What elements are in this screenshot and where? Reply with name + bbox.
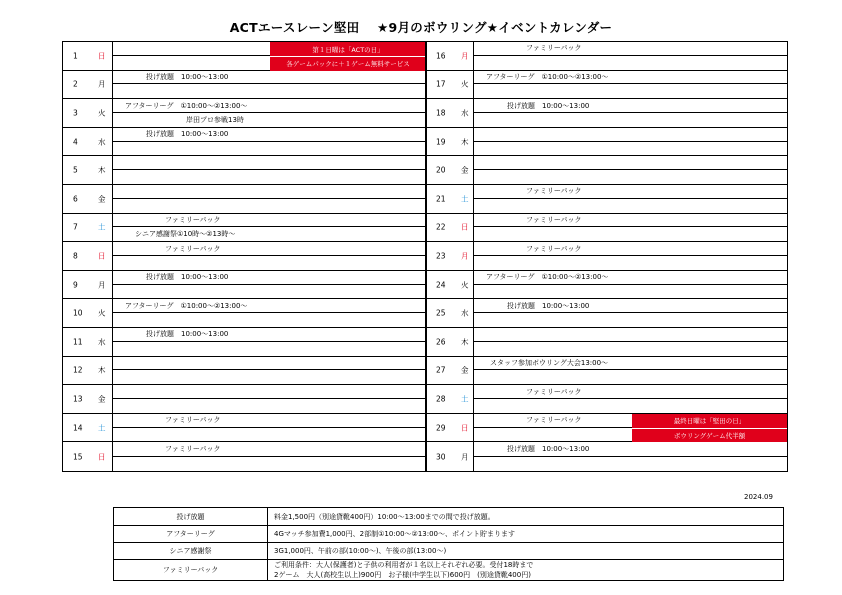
event-line-bottom <box>113 170 426 184</box>
weekday-label: 金 <box>461 165 469 175</box>
event-text: 投げ放題 10:00～13:00 <box>507 101 590 110</box>
day-label <box>63 99 113 127</box>
event-line-top <box>113 357 426 371</box>
calendar-day-row <box>426 214 787 243</box>
day-label <box>63 328 113 356</box>
event-line-bottom <box>474 313 787 327</box>
legend-description <box>274 543 783 559</box>
legend-description <box>274 508 783 525</box>
event-cell <box>113 328 426 356</box>
weekday-label: 土 <box>98 423 106 433</box>
event-line-bottom <box>113 256 426 270</box>
event-cell <box>474 385 787 413</box>
event-cell <box>113 271 426 299</box>
weekday-label: 日 <box>98 452 106 462</box>
day-number: 9 <box>73 280 78 290</box>
day-label <box>426 385 474 413</box>
event-cell <box>474 128 787 156</box>
day-number: 4 <box>73 137 78 147</box>
event-line-top <box>474 156 787 170</box>
event-cell <box>474 271 787 299</box>
day-label <box>63 242 113 270</box>
day-number: 19 <box>436 137 446 147</box>
day-number: 29 <box>436 423 446 433</box>
event-text: 投げ放題 10:00～13:00 <box>507 445 590 454</box>
calendar-left-column <box>62 41 427 472</box>
event-cell <box>113 42 426 70</box>
day-label <box>426 185 474 213</box>
event-text: アフターリーグ ①10:00～②13:00～ <box>125 101 248 110</box>
event-cell <box>474 185 787 213</box>
day-number: 25 <box>436 308 446 318</box>
calendar-day-row <box>426 357 787 386</box>
day-label <box>426 42 474 70</box>
day-number: 18 <box>436 108 446 118</box>
event-line-bottom <box>474 256 787 270</box>
event-line-bottom <box>113 370 426 384</box>
event-line-top <box>474 442 787 456</box>
calendar-day-row <box>63 99 426 128</box>
day-label <box>426 414 474 442</box>
day-label <box>63 271 113 299</box>
day-label <box>63 42 113 70</box>
legend-description-line: 3G1,000円、午前の部(10:00～)、午後の部(13:00～) <box>274 547 447 555</box>
legend-name: 投げ放題 <box>114 508 268 525</box>
calendar-day-row <box>63 128 426 157</box>
event-line-bottom <box>113 285 426 299</box>
event-cell <box>474 357 787 385</box>
day-number: 26 <box>436 337 446 347</box>
event-cell <box>113 71 426 99</box>
weekday-label: 月 <box>461 251 469 261</box>
event-line-bottom <box>474 370 787 384</box>
special-notice: 最終日曜は「堅田の日」 <box>632 414 787 428</box>
day-number: 15 <box>73 452 83 462</box>
event-text: ファミリーパック <box>526 44 582 53</box>
event-text: 投げ放題 10:00～13:00 <box>146 273 229 282</box>
legend-row <box>114 560 783 580</box>
event-line-top <box>113 185 426 199</box>
day-number: 14 <box>73 423 83 433</box>
event-line-top <box>113 299 426 313</box>
day-label <box>63 442 113 471</box>
event-text: 投げ放題 10:00～13:00 <box>146 130 229 139</box>
event-line-top <box>113 385 426 399</box>
day-label <box>426 156 474 184</box>
weekday-label: 日 <box>461 222 469 232</box>
weekday-label: 日 <box>98 251 106 261</box>
day-label <box>63 156 113 184</box>
legend-description-line: 料金1,500円（別途貸靴400円）10:00～13:00までの間で投げ放題。 <box>274 512 495 521</box>
calendar-day-row <box>63 42 426 71</box>
event-cell <box>474 414 787 442</box>
event-text: ファミリーパック <box>526 244 582 253</box>
calendar-day-row <box>63 271 426 300</box>
weekday-label: 月 <box>461 51 469 61</box>
calendar-day-row <box>426 42 787 71</box>
event-cell <box>113 299 426 327</box>
calendar-day-row <box>426 328 787 357</box>
event-line-bottom <box>474 56 787 70</box>
legend-row <box>114 508 783 526</box>
event-cell <box>474 71 787 99</box>
event-line-bottom <box>474 227 787 241</box>
day-number: 22 <box>436 222 446 232</box>
calendar-day-row <box>63 185 426 214</box>
legend-row <box>114 543 783 560</box>
event-line-bottom <box>474 399 787 413</box>
day-label <box>426 214 474 242</box>
weekday-label: 水 <box>98 137 106 147</box>
legend-name: アフターリーグ <box>114 526 268 542</box>
event-cell <box>474 214 787 242</box>
day-label <box>426 442 474 471</box>
event-cell <box>474 442 787 471</box>
calendar-day-row <box>426 99 787 128</box>
weekday-label: 金 <box>98 194 106 204</box>
day-label <box>426 242 474 270</box>
day-number: 12 <box>73 365 83 375</box>
event-text: アフターリーグ ①10:00～②13:00～ <box>125 301 248 310</box>
calendar-day-row <box>63 214 426 243</box>
event-cell <box>113 99 426 127</box>
event-text: 投げ放題 10:00～13:00 <box>146 72 229 81</box>
day-number: 13 <box>73 394 83 404</box>
event-line-bottom <box>113 313 426 327</box>
day-number: 1 <box>73 51 78 61</box>
weekday-label: 月 <box>461 452 469 462</box>
event-cell <box>113 214 426 242</box>
day-label <box>63 414 113 442</box>
event-text: スタッフ参加ボウリング大会13:00～ <box>490 358 609 367</box>
day-number: 10 <box>73 308 83 318</box>
calendar-day-row <box>426 299 787 328</box>
calendar-day-row <box>426 128 787 157</box>
event-line-top <box>474 271 787 285</box>
event-text: シニア感謝祭①10時～②13時～ <box>135 230 236 239</box>
event-line-top <box>474 357 787 371</box>
event-line-top <box>113 99 426 113</box>
event-line-top <box>474 328 787 342</box>
event-line-bottom <box>474 285 787 299</box>
event-line-bottom <box>113 428 426 442</box>
event-text: 投げ放題 10:00～13:00 <box>507 301 590 310</box>
event-cell <box>474 328 787 356</box>
weekday-label: 火 <box>98 108 106 118</box>
day-number: 24 <box>436 280 446 290</box>
day-label <box>426 99 474 127</box>
day-number: 17 <box>436 79 446 89</box>
event-line-bottom <box>474 199 787 213</box>
event-line-bottom <box>474 142 787 156</box>
day-number: 8 <box>73 251 78 261</box>
legend-description-line: 4Gマッチ参加費1,000円、2部制①10:00～②13:00～、ポイント貯まります <box>274 530 515 538</box>
calendar-day-row <box>63 442 426 471</box>
legend-description <box>274 560 783 580</box>
event-line-bottom <box>474 113 787 127</box>
day-label <box>426 71 474 99</box>
event-cell <box>113 414 426 442</box>
calendar-day-row <box>63 242 426 271</box>
special-notice: 各ゲームパックに＋１ゲーム無料サービス <box>270 56 426 70</box>
calendar-day-row <box>63 385 426 414</box>
day-label <box>426 357 474 385</box>
event-line-bottom <box>113 342 426 356</box>
event-cell <box>113 242 426 270</box>
day-number: 30 <box>436 452 446 462</box>
legend-name: シニア感謝祭 <box>114 543 268 559</box>
event-text: ファミリーパック <box>165 215 221 224</box>
weekday-label: 木 <box>461 337 469 347</box>
event-line-top <box>474 385 787 399</box>
event-line-bottom <box>113 227 426 241</box>
event-line-top <box>474 71 787 85</box>
event-line-bottom <box>113 457 426 471</box>
event-line-top <box>474 99 787 113</box>
event-line-top <box>113 214 426 228</box>
day-number: 2 <box>73 79 78 89</box>
event-line-top <box>113 442 426 456</box>
day-label <box>63 357 113 385</box>
event-line-bottom <box>113 142 426 156</box>
day-number: 16 <box>436 51 446 61</box>
event-line-top <box>113 71 426 85</box>
event-line-top <box>474 299 787 313</box>
day-number: 21 <box>436 194 446 204</box>
weekday-label: 土 <box>461 394 469 404</box>
calendar-day-row <box>426 156 787 185</box>
calendar-day-row <box>426 185 787 214</box>
event-line-bottom <box>113 113 426 127</box>
event-cell <box>474 42 787 70</box>
day-label <box>63 128 113 156</box>
event-line-bottom <box>474 170 787 184</box>
event-cell <box>113 185 426 213</box>
event-line-top <box>113 271 426 285</box>
day-number: 23 <box>436 251 446 261</box>
day-label <box>426 328 474 356</box>
special-notice: 第１日曜は「ACTの日」 <box>270 42 426 56</box>
event-text: アフターリーグ ①10:00～②13:00～ <box>486 72 609 81</box>
weekday-label: 水 <box>461 308 469 318</box>
event-line-top <box>113 328 426 342</box>
weekday-label: 木 <box>461 137 469 147</box>
legend-name: ファミリーパック <box>114 560 268 580</box>
weekday-label: 木 <box>98 165 106 175</box>
day-label <box>63 299 113 327</box>
legend-description-line: 2ゲーム 大人(高校生以上)900円 お子様(中学生以下)600円 (別途貸靴400円) <box>274 571 531 579</box>
event-cell <box>113 442 426 471</box>
day-label <box>426 128 474 156</box>
event-text: ファミリーパック <box>165 244 221 253</box>
page-title: ACTエースレーン堅田 ★9月のボウリング★イベントカレンダー <box>229 20 613 35</box>
special-notice: ボウリングゲーム代半額 <box>632 428 787 442</box>
event-cell <box>474 242 787 270</box>
event-line-top <box>474 242 787 256</box>
event-line-bottom <box>113 399 426 413</box>
event-text: ファミリーパック <box>526 416 582 425</box>
event-text: 投げ放題 10:00～13:00 <box>146 330 229 339</box>
event-line-top <box>474 128 787 142</box>
day-label <box>63 385 113 413</box>
event-text: 岸田プロ参戦13時 <box>186 115 244 124</box>
day-number: 20 <box>436 165 446 175</box>
event-line-bottom <box>113 199 426 213</box>
day-number: 6 <box>73 194 78 204</box>
calendar-day-row <box>63 156 426 185</box>
calendar-day-row <box>426 385 787 414</box>
event-cell <box>474 99 787 127</box>
event-line-top <box>113 242 426 256</box>
weekday-label: 月 <box>98 79 106 89</box>
calendar-day-row <box>63 357 426 386</box>
day-label <box>63 185 113 213</box>
event-cell <box>474 156 787 184</box>
event-line-top <box>474 42 787 56</box>
event-cell <box>113 385 426 413</box>
legend-table <box>113 507 784 581</box>
event-text: アフターリーグ ①10:00～②13:00～ <box>486 273 609 282</box>
event-cell <box>474 299 787 327</box>
weekday-label: 水 <box>98 337 106 347</box>
calendar-day-row <box>426 71 787 100</box>
weekday-label: 日 <box>98 51 106 61</box>
event-line-bottom <box>474 84 787 98</box>
weekday-label: 金 <box>461 365 469 375</box>
calendar-day-row <box>63 414 426 443</box>
event-line-top <box>474 214 787 228</box>
calendar-day-row <box>426 242 787 271</box>
event-line-bottom <box>474 342 787 356</box>
event-text: ファミリーパック <box>526 215 582 224</box>
weekday-label: 木 <box>98 365 106 375</box>
day-number: 11 <box>73 337 83 347</box>
calendar-day-row <box>426 414 787 443</box>
calendar-day-row <box>63 299 426 328</box>
day-number: 28 <box>436 394 446 404</box>
day-label <box>63 214 113 242</box>
legend-description <box>274 526 783 542</box>
calendar-day-row <box>426 271 787 300</box>
weekday-label: 月 <box>98 280 106 290</box>
calendar-day-row <box>63 328 426 357</box>
weekday-label: 水 <box>461 108 469 118</box>
day-label <box>63 71 113 99</box>
calendar-day-row <box>63 71 426 100</box>
event-line-top <box>474 185 787 199</box>
weekday-label: 火 <box>461 280 469 290</box>
event-cell <box>113 357 426 385</box>
weekday-label: 火 <box>98 308 106 318</box>
event-line-top <box>113 156 426 170</box>
day-number: 3 <box>73 108 78 118</box>
day-number: 5 <box>73 165 78 175</box>
event-line-bottom <box>474 457 787 471</box>
weekday-label: 火 <box>461 79 469 89</box>
event-text: ファミリーパック <box>165 416 221 425</box>
weekday-label: 金 <box>98 394 106 404</box>
event-text: ファミリーパック <box>165 445 221 454</box>
legend-row <box>114 526 783 543</box>
day-label <box>426 299 474 327</box>
event-cell <box>113 156 426 184</box>
weekday-label: 日 <box>461 423 469 433</box>
event-line-top <box>113 128 426 142</box>
legend-description-line: ご利用条件：大人(保護者)と子供の利用者が１名以上それぞれ必要。受付18時まで <box>274 561 534 569</box>
event-line-bottom <box>113 84 426 98</box>
weekday-label: 土 <box>461 194 469 204</box>
day-label <box>426 271 474 299</box>
event-text: ファミリーパック <box>526 187 582 196</box>
weekday-label: 土 <box>98 222 106 232</box>
event-text: ファミリーパック <box>526 387 582 396</box>
day-number: 27 <box>436 365 446 375</box>
calendar-date: 2024.09 <box>744 493 773 501</box>
event-line-top <box>113 414 426 428</box>
calendar-right-column <box>425 41 788 472</box>
event-cell <box>113 128 426 156</box>
day-number: 7 <box>73 222 78 232</box>
calendar-day-row <box>426 442 787 471</box>
